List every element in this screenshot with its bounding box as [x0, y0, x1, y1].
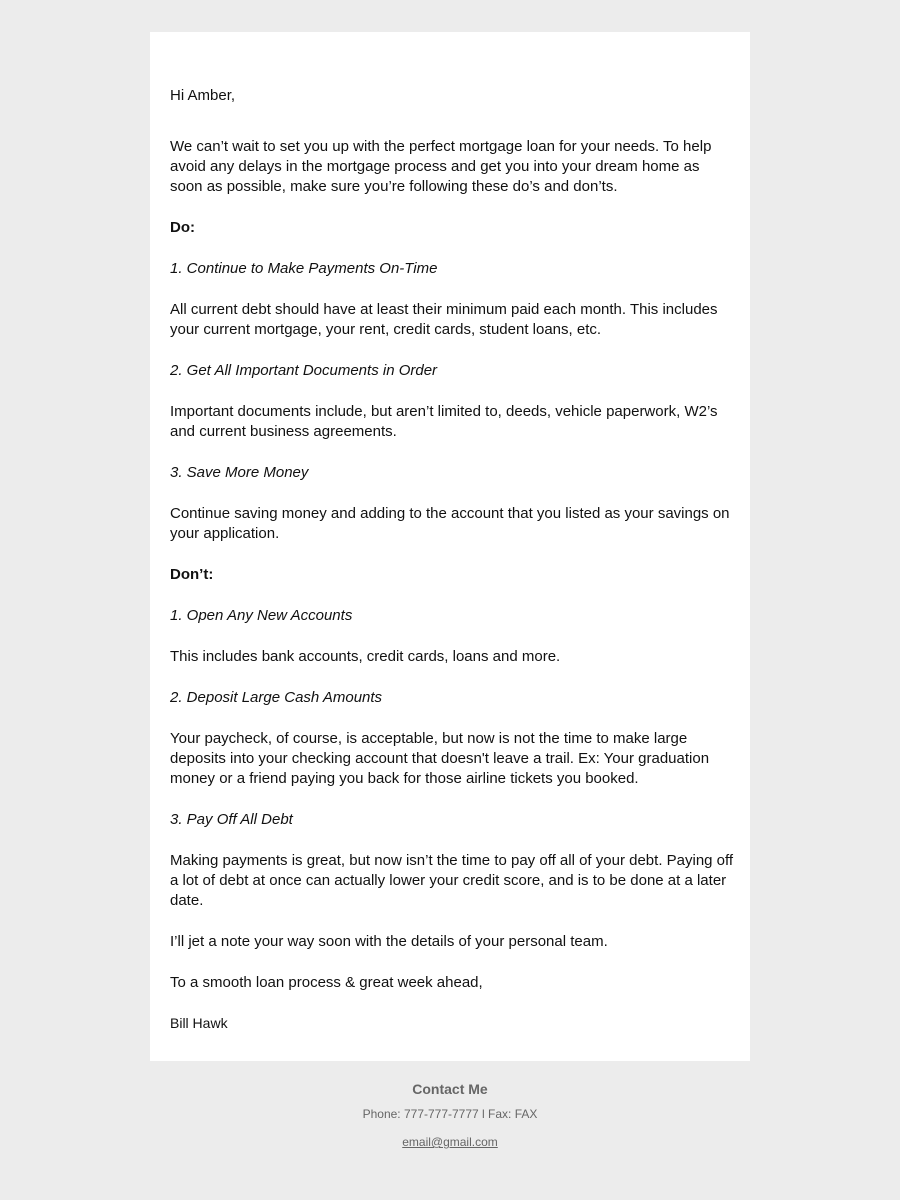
do-heading: Do:	[170, 219, 195, 236]
contact-heading: Contact Me	[412, 1081, 488, 1097]
do-item-3-body: Continue saving money and adding to the account that you listed as your savings on your application.	[170, 505, 730, 542]
intro-paragraph: We can’t wait to set you up with the perfect mortgage loan for your needs. To help avoid any delays in the mortgage process and get you into your dream home as soon as possible, make sure you’re following these do’s and don’ts.	[170, 138, 712, 195]
contact-email-link[interactable]: email@gmail.com	[402, 1135, 498, 1149]
footer	[150, 1078, 750, 1151]
email-body	[170, 86, 736, 1053]
contact-email-row	[150, 1133, 750, 1151]
email-card	[150, 32, 750, 1061]
do-item-1-title: 1. Continue to Make Payments On-Time	[170, 260, 438, 277]
dont-heading: Don’t:	[170, 566, 214, 583]
do-item-3-title: 3. Save More Money	[170, 464, 309, 481]
dont-item-3-title: 3. Pay Off All Debt	[170, 811, 293, 828]
do-item-1-body: All current debt should have at least their minimum paid each month. This includes your current mortgage, your rent, credit cards, student loans, etc.	[170, 301, 718, 338]
dont-item-1-title: 1. Open Any New Accounts	[170, 607, 353, 624]
dont-item-2-body: Your paycheck, of course, is acceptable, but now is not the time to make large deposits into your checking account that doesn't leave a trail. Ex: Your graduation money or a friend paying you back for those airline tickets you booked.	[170, 730, 710, 787]
dont-item-3-body: Making payments is great, but now isn’t the time to pay off all of your debt. Paying off a lot of debt at once can actually lower your credit score, and is to be done at a later date.	[170, 852, 734, 909]
signature: Bill Hawk	[170, 1015, 228, 1031]
do-item-2-body: Important documents include, but aren’t limited to, deeds, vehicle paperwork, W2’s and current business agreements.	[170, 403, 718, 440]
dont-item-1-body: This includes bank accounts, credit cards, loans and more.	[170, 648, 561, 665]
greeting: Hi Amber,	[170, 87, 236, 104]
closing-note: I’ll jet a note your way soon with the details of your personal team.	[170, 933, 608, 950]
do-item-2-title: 2. Get All Important Documents in Order	[170, 362, 438, 379]
sign-off: To a smooth loan process & great week ahead,	[170, 974, 483, 991]
dont-item-2-title: 2. Deposit Large Cash Amounts	[170, 689, 383, 706]
contact-phone-fax: Phone: 777-777-7777 l Fax: FAX	[362, 1107, 538, 1121]
